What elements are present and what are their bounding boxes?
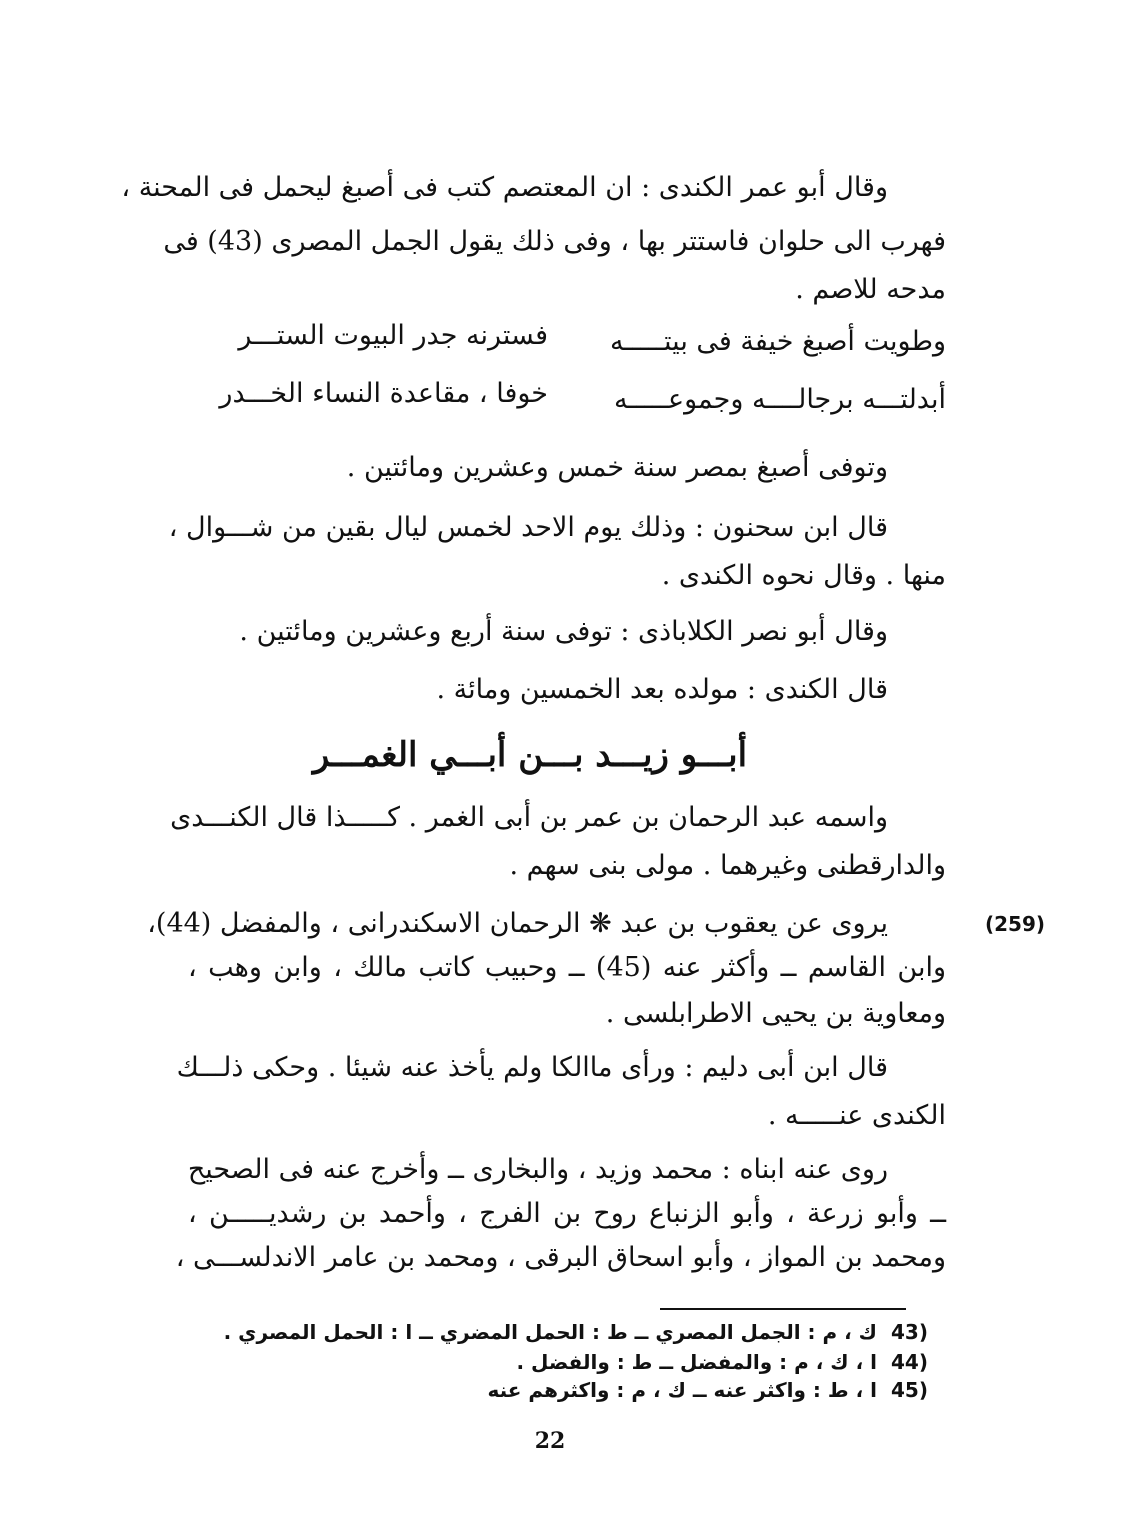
footnote-text: ك ، م : الجمل المصري ــ ط : الحمل المضري ــ ا : الحمل المصري . <box>223 1320 878 1344</box>
footnote-number: (44 <box>891 1350 928 1374</box>
text-line: وقال أبو نصر الكلاباذى : توفى سنة أربع وعشرين ومائتين . <box>239 616 888 647</box>
footnote-number: (45 <box>891 1378 928 1402</box>
footnote <box>200 1348 928 1376</box>
verse-hemistich-left: خوفا ، مقاعدة النساء الخـــدر <box>219 378 548 409</box>
text-line: يروى عن يعقوب بن عبد ❋ الرحمان الاسكندرانى ، والمفضل (44)، <box>147 908 888 939</box>
verse-hemistich-right: وطويت أصبغ خيفة فى بيتـــــه <box>610 326 946 357</box>
text-line: الكندى عنـــــه . <box>767 1100 946 1131</box>
text-line: وقال أبو عمر الكندى : ان المعتصم كتب فى أصبغ ليحمل فى المحنة ، <box>121 172 888 203</box>
text-line: ــ وأبو زرعة ، وأبو الزنباع روح بن الفرج ، وأحمد بن رشديـــــن ، <box>188 1198 946 1229</box>
text-line: مدحه للاصم . <box>795 274 946 305</box>
footnote-divider <box>660 1308 906 1310</box>
verse-hemistich-right: أبدلتـــه برجالــــه وجموعـــــه <box>613 384 946 415</box>
footnote <box>200 1318 928 1346</box>
text-line: ومعاوية بن يحيى الاطرابلسى . <box>605 998 946 1029</box>
text-line: منها . وقال نحوه الكندى . <box>661 560 946 591</box>
page-number: 22 <box>534 1428 566 1454</box>
text-line: روى عنه ابناه : محمد وزيد ، والبخارى ــ وأخرج عنه فى الصحيح <box>187 1154 888 1185</box>
text-line: قال ابن أبى دليم : ورأى ماالكا ولم يأخذ عنه شيئا . وحكى ذلـــك <box>176 1052 888 1083</box>
section-heading: أبـــو زيـــد بـــن أبـــي الغمـــر <box>312 735 748 775</box>
footnote-text: ا ، ك ، م : والمفضل ــ ط : والفضل . <box>516 1350 878 1374</box>
text-line: قال ابن سحنون : وذلك يوم الاحد لخمس ليال بقين من شـــوال ، <box>168 512 888 543</box>
text-line: والدارقطنى وغيرهما . مولى بنى سهم . <box>509 850 946 881</box>
footnote <box>200 1376 928 1404</box>
verse-hemistich-left: فسترنه جدر البيوت الستـــر <box>238 320 548 351</box>
text-line: قال الكندى : مولده بعد الخمسين ومائة . <box>436 674 888 705</box>
margin-page-reference: (259) <box>985 912 1046 936</box>
text-line: وابن القاسم ــ وأكثر عنه (45) ــ وحبيب كاتب مالك ، وابن وهب ، <box>188 952 946 983</box>
footnote-number: (43 <box>891 1320 928 1344</box>
text-line: ومحمد بن المواز ، وأبو اسحاق البرقى ، ومحمد بن عامر الاندلســـى ، <box>175 1242 946 1273</box>
text-line: وتوفى أصبغ بمصر سنة خمس وعشرين ومائتين . <box>346 452 888 483</box>
footnote-text: ا ، ط : واكثر عنه ــ ك ، م : واكثرهم عنه <box>487 1378 878 1402</box>
text-line: فهرب الى حلوان فاستتر بها ، وفى ذلك يقول الجمل المصرى (43) فى <box>163 226 946 257</box>
text-line: واسمه عبد الرحمان بن عمر بن أبى الغمر . كـــــذا قال الكنـــدى <box>170 802 888 833</box>
